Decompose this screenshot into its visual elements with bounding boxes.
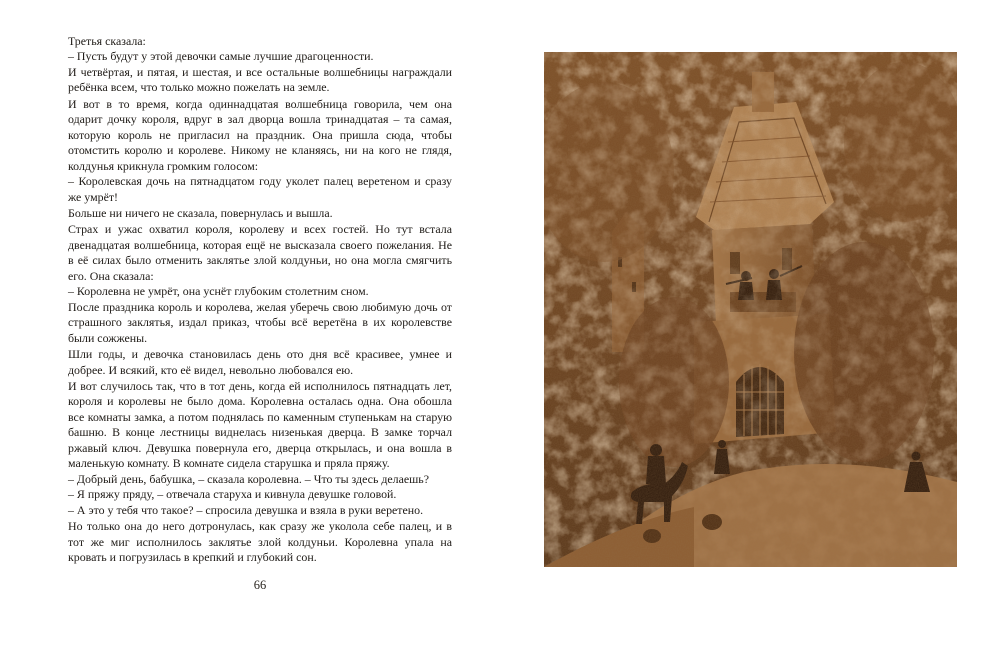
castle-illustration [544,52,957,567]
paragraph: – Пусть будут у этой девочки самые лучшие драгоценности. [68,49,374,64]
paragraph: Но только она до него дотронулась, как сразу же уколола себе палец, и в тот же миг исполнилось заклятье злой колдуньи. Королевна упала на кровать и погрузилась в крепкий и глубокий сон. [68,519,452,564]
paragraph: Больше ни ничего не сказала, повернулась и вышла. [68,205,333,220]
paragraph: – Королевна не умрёт, она уснёт глубоким столетним сном. [68,284,369,299]
paragraph: И четвёртая, и пятая, и шестая, и все остальные волшебницы награждали ребёнка всем, что только можно пожелать на земле. [68,64,452,95]
paragraph: – Я пряжу пряду, – отвечала старуха и кивнула девушке головой. [68,487,397,502]
paragraph: После праздника король и королева, желая уберечь свою любимую дочь от страшного заклятья, издал приказ, чтобы всё веретёна в их королевстве были сожжены. [68,299,452,345]
paragraph: Страх и ужас охватил короля, королеву и всех гостей. Но тут встала двенадцатая волшебница, которая ещё не высказала своего пожелания. Не в её силах было отменить заклятье злой колдуньи, но она могла смягчить его. Она сказала: [68,222,452,283]
paragraph: И вот в то время, когда одиннадцатая волшебница говорила, чем она одарит дочку короля, вдруг в зал дворца вошла тринадцатая – та самая, которую король не пригласил на праздник. Она пришла сюда, чтобы отомстить королю и королеве. Никому не кланяясь, ни на кого не глядя, колдунья крикнула громким голосом: [68,96,452,173]
paragraph: И вот случилось так, что в тот день, когда ей исполнилось пятнадцать лет, короля и королевы не было дома. Королевна осталась одна. Она обошла все комнаты замка, а потом поднялась по каменным ступенькам на старую башню. В конце лестницы виднелась низенькая дверца. В замке торчал ржавый ключ. Девушка повернула его, дверца открылась, и она вошла в маленькую комнату. В комнате сидела старушка и пряла пряжу. [68,378,452,471]
page-number: 66 [253,578,267,592]
paragraph: Шли годы, и девочка становилась день ото дня всё красивее, умнее и добрее. И всякий, кто её видел, невольно любовался ею. [68,347,452,377]
paragraph: – А это у тебя что такое? – спросила девушка и взяла в руки веретено. [68,502,424,517]
paragraph: Третья сказала: [68,34,146,48]
left-page-text [68,34,452,565]
paragraph: – Добрый день, бабушка, – сказала королевна. – Что ты здесь делаешь? [68,471,430,486]
paragraph: – Королевская дочь на пятнадцатом году уколет палец веретеном и сразу же умрёт! [68,174,452,204]
